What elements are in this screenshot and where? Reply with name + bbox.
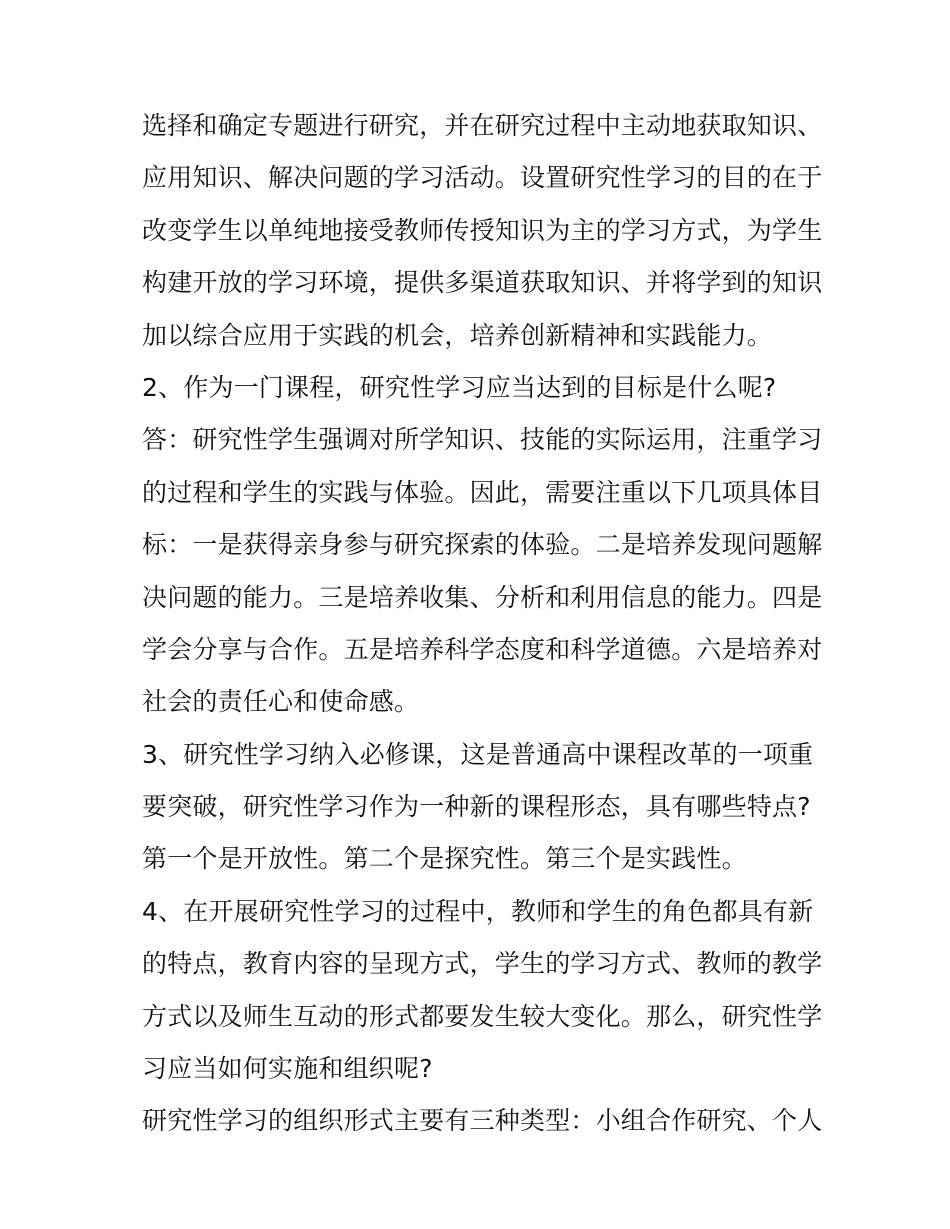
- question-heading-3: 3、研究性学习纳入必修课，这是普通高中课程改革的一项重: [142, 739, 814, 769]
- text-line: 应用知识、解决问题的学习活动。设置研究性学习的目的在于: [142, 163, 823, 193]
- text-line: 选择和确定专题进行研究，并在研究过程中主动地获取知识、: [142, 111, 823, 140]
- text-line: 方式以及师生互动的形式都要发生较大变化。那么，研究性学: [142, 1001, 823, 1031]
- text-line: 的特点，教育内容的呈现方式，学生的学习方式、教师的教学: [142, 949, 823, 979]
- text-line: 决问题的能力。三是培养收集、分析和利用信息的能力。四是: [142, 582, 823, 612]
- text-line: 要突破，研究性学习作为一种新的课程形态，具有哪些特点?: [142, 792, 811, 822]
- text-line: 习应当如何实施和组织呢?: [142, 1054, 433, 1084]
- text-line: 学会分享与合作。五是培养科学态度和科学道德。六是培养对: [142, 634, 823, 664]
- text-line: 改变学生以单纯地接受教师传授知识为主的学习方式，为学生: [142, 215, 823, 245]
- text-line: 的过程和学生的实践与体验。因此，需要注重以下几项具体目: [142, 477, 823, 507]
- text-line: 标：一是获得亲身参与研究探索的体验。二是培养发现问题解: [142, 530, 823, 560]
- text-line: 构建开放的学习环境，提供多渠道获取知识、并将学到的知识: [142, 268, 823, 298]
- question-heading-2: 2、作为一门课程，研究性学习应当达到的目标是什么呢?: [142, 372, 777, 402]
- text-line: 研究性学习的组织形式主要有三种类型：小组合作研究、个人: [142, 1106, 823, 1136]
- text-line: 第一个是开放性。第二个是探究性。第三个是实践性。: [142, 844, 747, 874]
- document-body: [142, 100, 822, 1148]
- question-heading-4: 4、在开展研究性学习的过程中，教师和学生的角色都具有新: [142, 896, 814, 926]
- text-line: 答：研究性学生强调对所学知识、技能的实际运用，注重学习: [142, 425, 823, 455]
- text-line: 社会的责任心和使命感。: [142, 687, 420, 717]
- text-line: 加以综合应用于实践的机会，培养创新精神和实践能力。: [142, 320, 773, 350]
